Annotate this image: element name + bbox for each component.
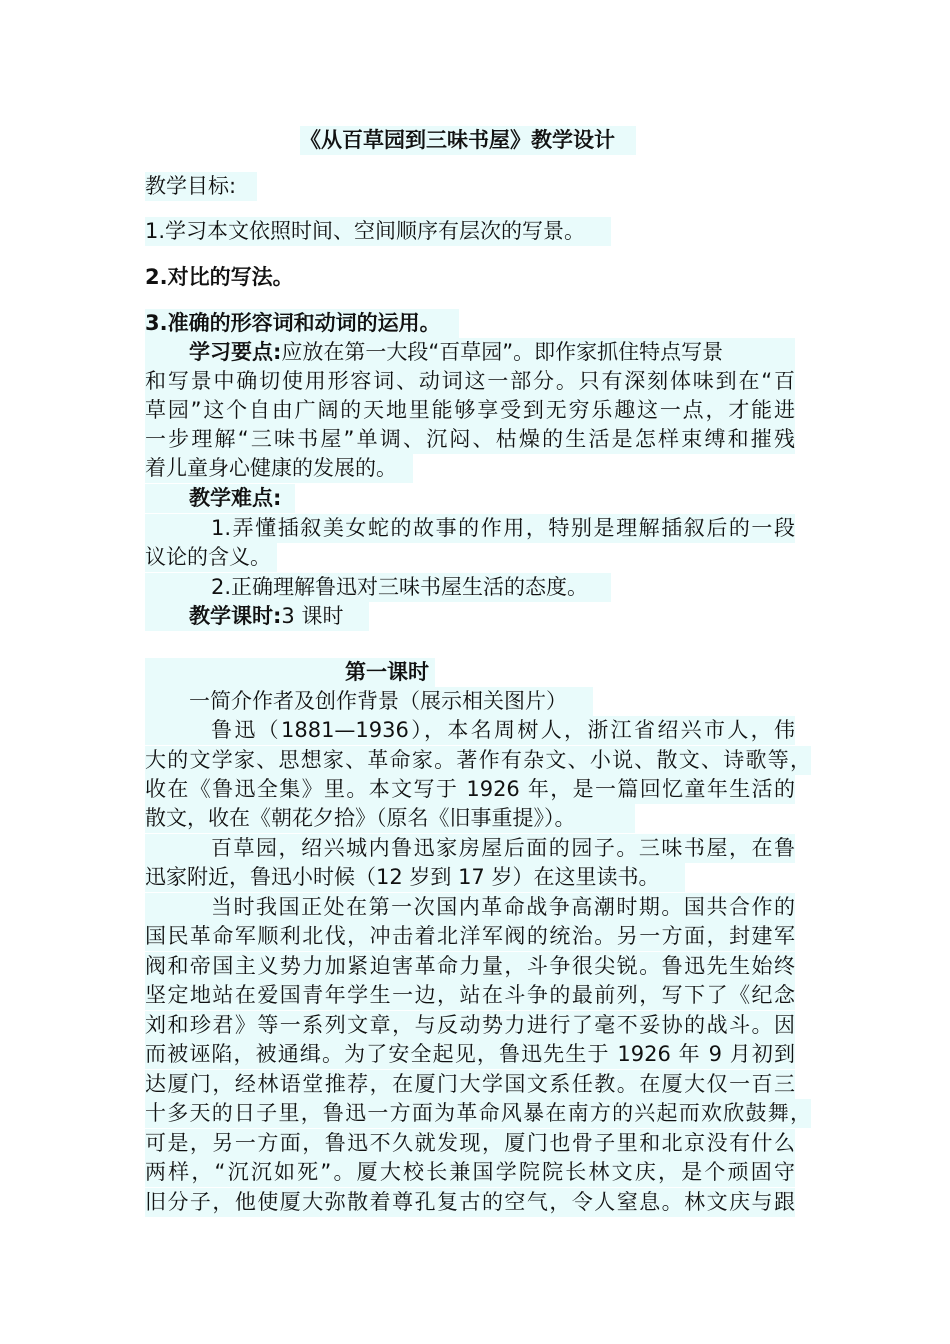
class-hours-value: 3 课时	[281, 604, 344, 628]
paragraph-line: 可是，另一方面，鲁迅不久就发现，厦门也骨子里和北京没有什么	[145, 1129, 795, 1158]
key-points-label: 学习要点:	[189, 340, 282, 364]
key-points-line: 和写景中确切使用形容词、动词这一部分。只有深刻体味到在“百	[145, 367, 795, 396]
paragraph-line: 旧分子，他使厦大弥散着尊孔复古的空气，令人窒息。林文庆与跟	[145, 1188, 795, 1217]
difficulties-line: 2.正确理解鲁迅对三味书屋生活的态度。	[145, 573, 611, 602]
class-hours-label: 教学课时:	[189, 604, 282, 628]
objective-item: 1.学习本文依照时间、空间顺序有层次的写景。	[145, 217, 611, 246]
objective-item: 2.对比的写法。	[145, 265, 294, 289]
difficulties-label: 教学难点:	[145, 484, 295, 513]
class-hours	[145, 602, 369, 631]
paragraph-line: 达厦门，经林语堂推荐，在厦门大学国文系任教。在厦大仅一百三	[145, 1070, 795, 1099]
lesson-heading: 第一课时	[145, 658, 435, 687]
paragraph-line: 收在《鲁迅全集》里。本文写于 1926 年，是一篇回忆童年生活的	[145, 775, 795, 804]
paragraph-line: 鲁迅（1881—1936），本名周树人，浙江省绍兴市人，伟	[145, 716, 795, 745]
paragraph-line: 迅家附近，鲁迅小时候（12 岁到 17 岁）在这里读书。	[145, 863, 685, 892]
paragraph-line: 百草园，绍兴城内鲁迅家房屋后面的园子。三味书屋，在鲁	[145, 834, 795, 863]
paragraph-line: 刘和珍君》等一系列文章，与反动势力进行了毫不妥协的战斗。因	[145, 1011, 795, 1040]
difficulties-line: 1.弄懂插叙美女蛇的故事的作用，特别是理解插叙后的一段	[145, 514, 795, 543]
key-points-text: 应放在第一大段“百草园”。即作家抓住特点写景	[281, 340, 724, 364]
key-points-line: 一步理解“三味书屋”单调、沉闷、枯燥的生活是怎样束缚和摧残	[145, 425, 795, 454]
page-title: 《从百草园到三味书屋》教学设计	[300, 126, 636, 155]
paragraph-line: 而被诬陷，被通缉。为了安全起见，鲁迅先生于 1926 年 9 月初到	[145, 1040, 795, 1069]
paragraph-line: 大的文学家、思想家、革命家。著作有杂文、小说、散文、诗歌等，	[145, 746, 811, 775]
paragraph-line: 两样，“沉沉如死”。厦大校长兼国学院院长林文庆，是个顽固守	[145, 1158, 795, 1187]
paragraph-line: 坚定地站在爱国青年学生一边，站在斗争的最前列，写下了《纪念	[145, 981, 795, 1010]
paragraph-line: 散文，收在《朝花夕拾》（原名《旧事重提》）。	[145, 804, 635, 833]
objective-item: 3.准确的形容词和动词的运用。	[145, 309, 459, 338]
key-points-line	[145, 338, 795, 367]
objectives-heading: 教学目标:	[145, 172, 257, 201]
key-points-line: 草园”这个自由广阔的天地里能够享受到无穷乐趣这一点，才能进	[145, 396, 795, 425]
lesson-intro: 一简介作者及创作背景（展示相关图片）	[145, 687, 593, 716]
paragraph-line: 十多天的日子里，鲁迅一方面为革命风暴在南方的兴起而欢欣鼓舞，	[145, 1099, 811, 1128]
difficulties-line: 议论的含义。	[145, 543, 277, 572]
paragraph-line: 阀和帝国主义势力加紧迫害革命力量，斗争很尖锐。鲁迅先生始终	[145, 952, 795, 981]
paragraph-line: 国民革命军顺利北伐，冲击着北洋军阀的统治。另一方面，封建军	[145, 922, 795, 951]
key-points-line: 着儿童身心健康的发展的。	[145, 454, 413, 483]
paragraph-line: 当时我国正处在第一次国内革命战争高潮时期。国共合作的	[145, 893, 795, 922]
